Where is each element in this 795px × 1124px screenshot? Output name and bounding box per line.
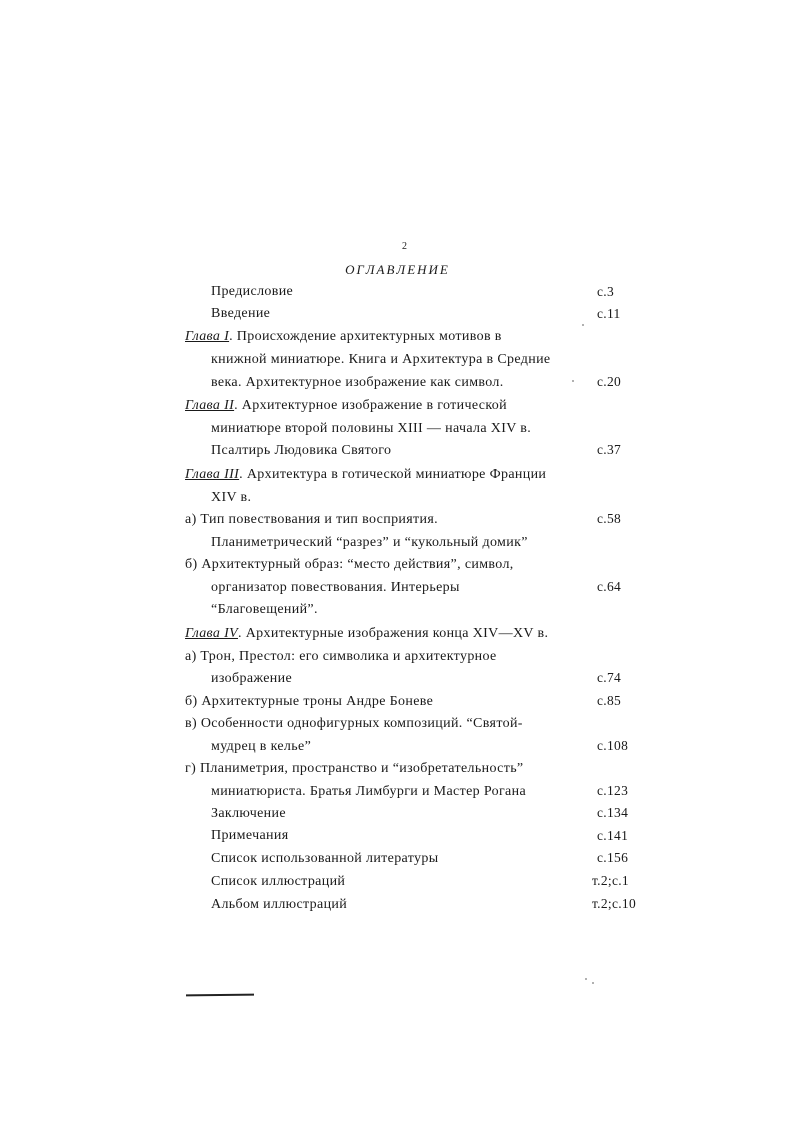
toc-page-preface: с.3	[597, 284, 615, 299]
toc-entry-chapter-3-b-cont: организатор повествования. Интерьеры	[211, 580, 460, 595]
toc-entry-chapter-1-cont: книжной миниатюре. Книга и Архитектура в Средние	[211, 352, 551, 367]
chapter-label: Глава III	[185, 467, 240, 482]
toc-page-intro: с.11	[597, 306, 621, 321]
chapter-label: Глава IV	[185, 626, 238, 641]
toc-entry-preface[interactable]	[211, 284, 293, 300]
toc-entry-text: Примечания	[211, 828, 289, 843]
toc-entry-chapter-1[interactable]	[185, 329, 502, 345]
toc-entry-bibliography[interactable]	[211, 851, 439, 867]
toc-page-chapter-4-c: с.108	[597, 738, 629, 753]
toc-page-chapter-3-b: с.64	[597, 579, 622, 594]
toc-entry-chapter-2[interactable]	[185, 398, 507, 414]
toc-entry-chapter-4-a-cont: изображение	[211, 671, 293, 686]
page-title: ОГЛАВЛЕНИЕ	[345, 262, 450, 277]
toc-entry-notes[interactable]	[211, 828, 289, 844]
scan-speck	[582, 324, 584, 326]
toc-page-illustrations: т.2;с.1	[592, 873, 629, 888]
toc-entry-text: Предисловие	[211, 284, 294, 299]
chapter-label: Глава I	[185, 329, 230, 344]
chapter-title: . Происхождение архитектурных мотивов в	[229, 329, 502, 344]
toc-page-notes: с.141	[597, 828, 629, 843]
chapter-label: Глава II	[185, 398, 235, 413]
toc-entry-chapter-3-b-cont: “Благовещений”.	[211, 602, 318, 617]
toc-entry-chapter-3-a[interactable]: а) Тип повествования и тип восприятия.	[185, 512, 439, 527]
toc-entry-chapter-4-c-cont: мудрец в келье”	[211, 739, 312, 754]
scan-speck	[592, 982, 594, 984]
toc-entry-chapter-3-b[interactable]: б) Архитектурный образ: “место действия”, символ,	[185, 557, 514, 572]
toc-page-chapter-2: с.37	[597, 442, 622, 457]
toc-page-chapter-3-a: с.58	[597, 511, 622, 526]
toc-entry-conclusion[interactable]	[211, 806, 286, 822]
toc-page-conclusion: с.134	[597, 805, 629, 820]
toc-entry-illustrations[interactable]	[211, 874, 345, 890]
toc-entry-chapter-4-a[interactable]: а) Трон, Престол: его символика и архитектурное	[185, 649, 497, 664]
scan-speck	[572, 380, 574, 382]
toc-entry-intro[interactable]	[211, 306, 270, 322]
scan-speck	[585, 978, 587, 980]
chapter-title: . Архитектурное изображение в готической	[234, 398, 507, 413]
toc-entry-chapter-3[interactable]	[185, 467, 546, 483]
toc-page-chapter-4-a: с.74	[597, 670, 622, 685]
scan-stray-line	[186, 994, 254, 997]
toc-entry-chapter-4-d[interactable]: г) Планиметрия, пространство и “изобретательность”	[185, 761, 524, 776]
toc-entry-text: Список использованной литературы	[211, 851, 439, 866]
toc-page-chapter-4-b: с.85	[597, 693, 622, 708]
toc-entry-chapter-3-cont: XIV в.	[211, 490, 252, 505]
toc-entry-chapter-4[interactable]	[185, 626, 548, 642]
toc-entry-text: Введение	[211, 306, 271, 321]
toc-page-bibliography: с.156	[597, 850, 629, 865]
toc-entry-chapter-4-c[interactable]: в) Особенности однофигурных композиций. “Святой-	[185, 716, 523, 731]
toc-entry-chapter-4-d-cont: миниатюриста. Братья Лимбурги и Мастер Рогана	[211, 784, 527, 799]
toc-page-chapter-4-d: с.123	[597, 783, 629, 798]
toc-page-album: т.2;с.10	[592, 896, 637, 911]
toc-entry-chapter-2-cont: миниатюре второй половины XIII — начала XIV в.	[211, 421, 532, 436]
toc-entry-chapter-3-a-cont: Планиметрический “разрез” и “кукольный домик”	[211, 535, 528, 550]
toc-entry-album[interactable]	[211, 897, 347, 913]
toc-page-chapter-1: с.20	[597, 374, 622, 389]
chapter-title: . Архитектурные изображения конца XIV—XV в.	[238, 626, 549, 641]
toc-entry-chapter-4-b[interactable]: б) Архитектурные троны Андре Боневе	[185, 694, 434, 709]
chapter-title: . Архитектура в готической миниатюре Франции	[239, 467, 547, 482]
toc-entry-text: Заключение	[211, 806, 286, 821]
toc-entry-chapter-2-cont: Псалтирь Людовика Святого	[211, 443, 392, 458]
toc-entry-text: Список иллюстраций	[211, 874, 346, 889]
toc-entry-text: Альбом иллюстраций	[211, 897, 348, 912]
page-number: 2	[402, 241, 407, 252]
toc-entry-chapter-1-cont: века. Архитектурное изображение как символ.	[211, 375, 504, 390]
